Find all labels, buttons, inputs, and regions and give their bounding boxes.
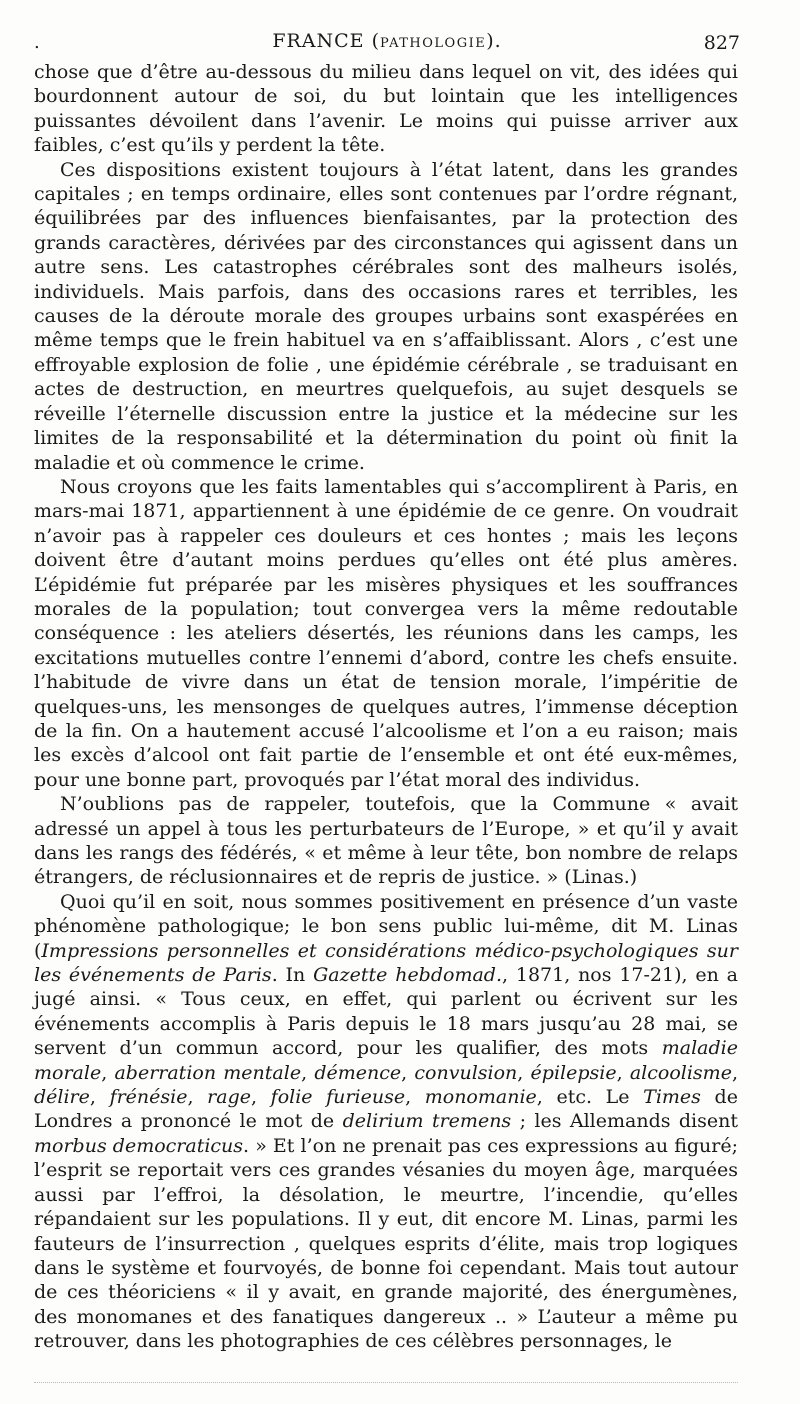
paragraph-text: . In: [271, 964, 314, 987]
paragraph-text: ,: [731, 1061, 738, 1084]
paragraph-text: ,: [616, 1061, 630, 1084]
paragraph-text: Ces dispositions existent toujours à l’état latent, dans les grandes capitales ; en temps ordinaire, elles sont contenues par l’ordre régnant, équilibrées par des influences bienfaisantes, par la protection des grands caractères, dérivées par des circonstances qui agissent dans un autre sens. Les catastrophes cérébrales sont des malheurs isolés, individuels. Mais parfois, dans des occasions rares et terribles, les causes de la déroute morale des groupes urbains sont exaspérées en même temps que le frein habituel va en s’affaiblissant. Alors , c’est une effroyable explosion de folie , une épidémie cérébrale , se traduisant en actes de destruction, en meurtres quelquefois, au sujet desquels se réveille l’éternelle discussion entre la justice et la médecine sur les limites de la responsabilité et la détermination du point où finit la maladie et où commence le crime.: [34, 158, 738, 474]
page-number: 827: [703, 32, 740, 54]
body-text: [34, 60, 738, 1354]
paragraph: [34, 60, 738, 158]
italic-text: maladie morale: [34, 1037, 738, 1084]
paragraph: [34, 792, 738, 890]
paragraph-text: ,: [187, 1086, 208, 1109]
running-title: [34, 30, 740, 52]
paragraph: [34, 890, 738, 1354]
paragraph-text: ,: [89, 1086, 110, 1109]
italic-text: aberration mentale: [114, 1061, 302, 1084]
header-mark: .: [34, 32, 40, 53]
paragraph-text: ,: [301, 1061, 315, 1084]
italic-text: délire: [34, 1086, 90, 1109]
running-title-small: PATHOLOGIE: [380, 36, 487, 51]
italic-text: convulsion: [414, 1061, 518, 1084]
italic-text: delirium tremens: [342, 1110, 512, 1133]
italic-text: frénésie: [109, 1086, 188, 1109]
paragraph: [34, 158, 738, 475]
italic-text: Gazette hebdomad.: [313, 964, 502, 987]
paragraph-text: ,: [250, 1086, 271, 1109]
paragraph-text: ,: [401, 1061, 415, 1084]
italic-text: Times: [643, 1086, 701, 1109]
paragraph-text: ,: [517, 1061, 531, 1084]
paragraph-text: chose que d’être au-dessous du milieu dans lequel on vit, des idées qui bourdonnent autour de soi, du but lointain que les intelligences puissantes dévoilent dans l’avenir. Le moins qui puisse arriver aux faibles, c’est qu’ils y perdent la tête.: [34, 61, 738, 157]
italic-text: rage: [207, 1086, 251, 1109]
italic-text: épilepsie: [530, 1061, 617, 1084]
italic-text: morbus democraticus: [34, 1134, 244, 1157]
italic-text: alcoolisme: [629, 1061, 732, 1084]
paragraph: [34, 475, 738, 792]
running-title-main: FRANCE (: [272, 30, 381, 52]
italic-text: monomanie: [424, 1086, 537, 1109]
running-title-end: ).: [486, 30, 502, 52]
paragraph-text: ,: [101, 1061, 115, 1084]
italic-text: Impressions personnelles et considérations médico-psychologiques sur les événements de Paris: [34, 939, 738, 987]
paragraph-text: Nous croyons que les faits lamentables qui s’accomplirent à Paris, en mars-mai 1871, appartiennent à une épidémie de ce genre. On voudrait n’avoir pas à rappeler ces douleurs et ces hontes ; mais les leçons doivent être d’autant moins perdues qu’elles ont été plus amères. L’épidémie fut préparée par les misères physiques et les souffrances morales de la population; tout convergea vers la même redoutable conséquence : les ateliers désertés, les réunions dans les camps, les excitations mutuelles contre l’ennemi d’abord, contre les chefs ensuite. l’habitude de vivre dans un état de tension morale, l’impéritie de quelques-uns, les mensonges de quelques autres, l’immense déception de la fin. On a hautement accusé l’alcoolisme et l’on a eu raison; mais les excès d’alcool ont fait partie de l’ensemble et ont été eux-mêmes, pour une bonne part, provoqués par l’état moral des individus.: [34, 475, 738, 791]
paragraph-text: , 1871, nos 17-21), en a jugé ainsi. « Tous ceux, en effet, qui parlent ou écrivent sur les événements accomplis à Paris depuis le 18 mars jusqu’au 28 mai, se servent d’un commun accord, pour les qualifier, des mots: [34, 964, 738, 1060]
running-header: [34, 28, 740, 56]
footer-rule: [34, 1382, 738, 1385]
paragraph-text: Quoi qu’il en soit, nous sommes positivement en présence d’un vaste phénomène pathologique; le bon sens public lui-même, dit M. Linas (: [34, 890, 738, 962]
paragraph-text: , etc. Le: [536, 1086, 644, 1109]
paragraph-text: de Londres a prononcé le mot de: [34, 1086, 738, 1133]
italic-text: folie furieuse: [270, 1086, 406, 1109]
paragraph-text: . » Et l’on ne prenait pas ces expressions au figuré; l’esprit se reportait vers ces grandes vésanies du moyen âge, marquées aussi par l’effroi, la désolation, le meurtre, l’incendie, qu’elles répandaient sur les populations. Il y eut, dit encore M. Linas, parmi les fauteurs de l’insurrection , quelques esprits d’élite, mais trop logiques dans le système et fourvoyés, de bonne foi cependant. Mais tout autour de ces théoriciens « il y avait, en grande majorité, des énergumènes, des monomanes et des fanatiques dangereux .. » L’auteur a même pu retrouver, dans les photographies de ces célèbres personnages, le: [34, 1134, 738, 1353]
paragraph-text: ,: [405, 1086, 425, 1109]
paragraph-text: ; les Allemands disent: [511, 1110, 738, 1133]
paragraph-text: N’oublions pas de rappeler, toutefois, que la Commune « avait adressé un appel à tous les perturbateurs de l’Europe, » et qu’il y avait dans les rangs des fédérés, « et même à leur tête, bon nombre de relaps étrangers, de réclusionnaires et de repris de justice. » (Linas.): [34, 793, 738, 889]
italic-text: démence: [314, 1061, 402, 1084]
